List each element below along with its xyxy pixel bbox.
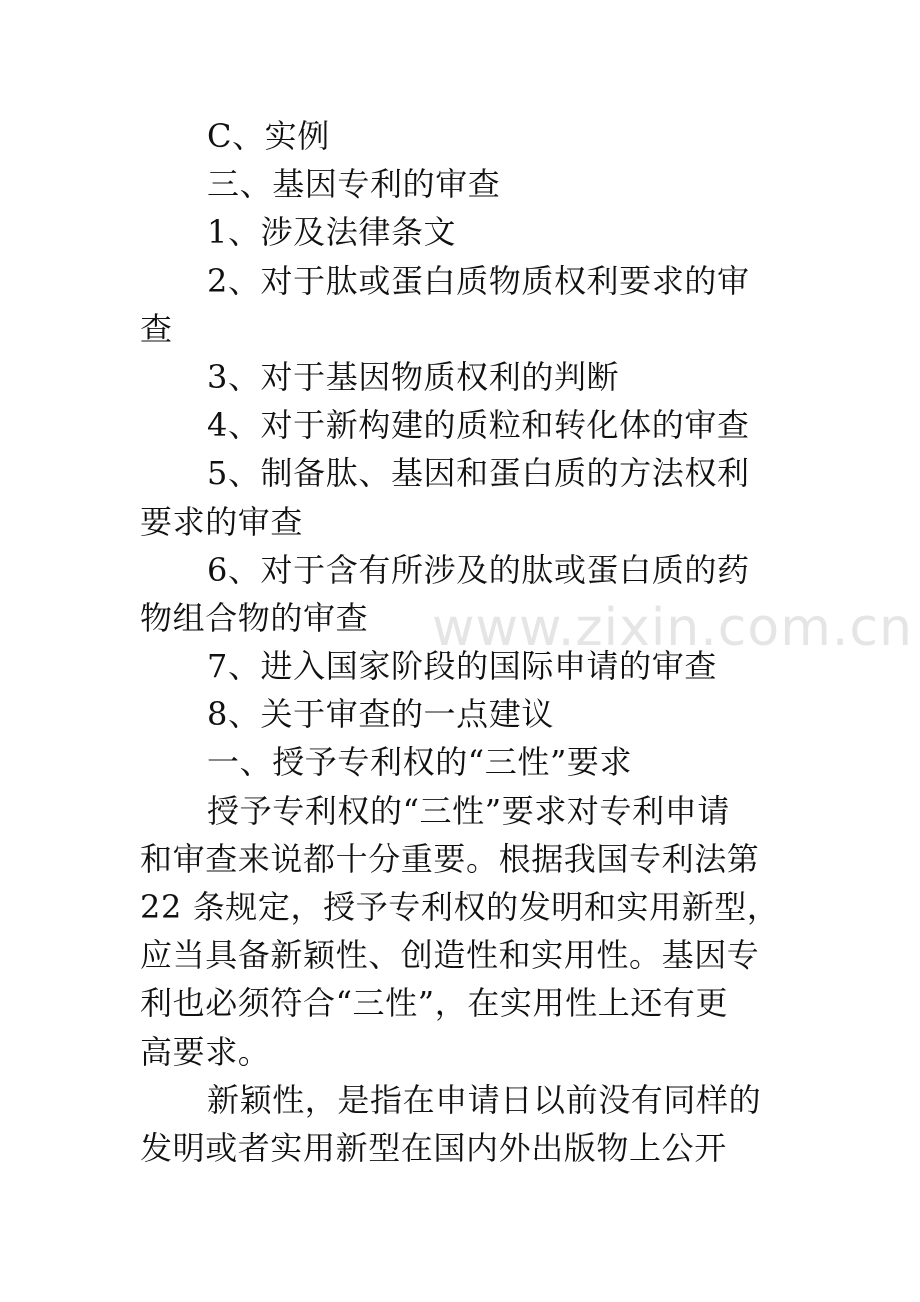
outline-item-3: 3、对于基因物质权利的判断 (207, 357, 620, 396)
outline-item-5-continued: 要求的审查 (140, 502, 304, 541)
outline-item-6: 6、对于含有所涉及的肽或蛋白质的药 (207, 550, 750, 589)
outline-item-5: 5、制备肽、基因和蛋白质的方法权利 (207, 454, 750, 493)
outline-item-6-continued: 物组合物的审查 (140, 598, 369, 637)
paragraph-line: 发明或者实用新型在国内外出版物上公开 (140, 1128, 727, 1167)
paragraph-line: 利也必须符合“三性”，在实用性上还有更 (140, 984, 729, 1023)
paragraph-line: 新颖性，是指在申请日以前没有同样的 (207, 1080, 762, 1119)
outline-item-2: 2、对于肽或蛋白质物质权利要求的审 (207, 261, 750, 300)
outline-item-c-example: C、实例 (207, 117, 330, 155)
watermark: www.zixin.com.cn (432, 598, 913, 658)
paragraph-line: 应当具备新颖性、创造性和实用性。基因专 (140, 936, 760, 975)
paragraph-line: 22 条规定，授予专利权的发明和实用新型， (140, 888, 780, 926)
section-heading-gene-patent-examination: 三、基因专利的审查 (207, 165, 501, 204)
document-body (140, 112, 780, 1172)
section-heading-three-requirements: 一、授予专利权的“三性”要求 (207, 743, 633, 782)
paragraph-line: 高要求。 (140, 1032, 271, 1071)
paragraph-line: 授予专利权的“三性”要求对专利申请 (207, 791, 730, 830)
outline-item-4: 4、对于新构建的质粒和转化体的审查 (207, 406, 750, 445)
paragraph-line: 和审查来说都十分重要。根据我国专利法第 (140, 839, 760, 878)
outline-item-8: 8、关于审查的一点建议 (207, 695, 554, 734)
outline-item-7: 7、进入国家阶段的国际申请的审查 (207, 647, 717, 686)
outline-item-1: 1、涉及法律条文 (207, 213, 457, 252)
outline-item-2-continued: 查 (140, 309, 173, 348)
